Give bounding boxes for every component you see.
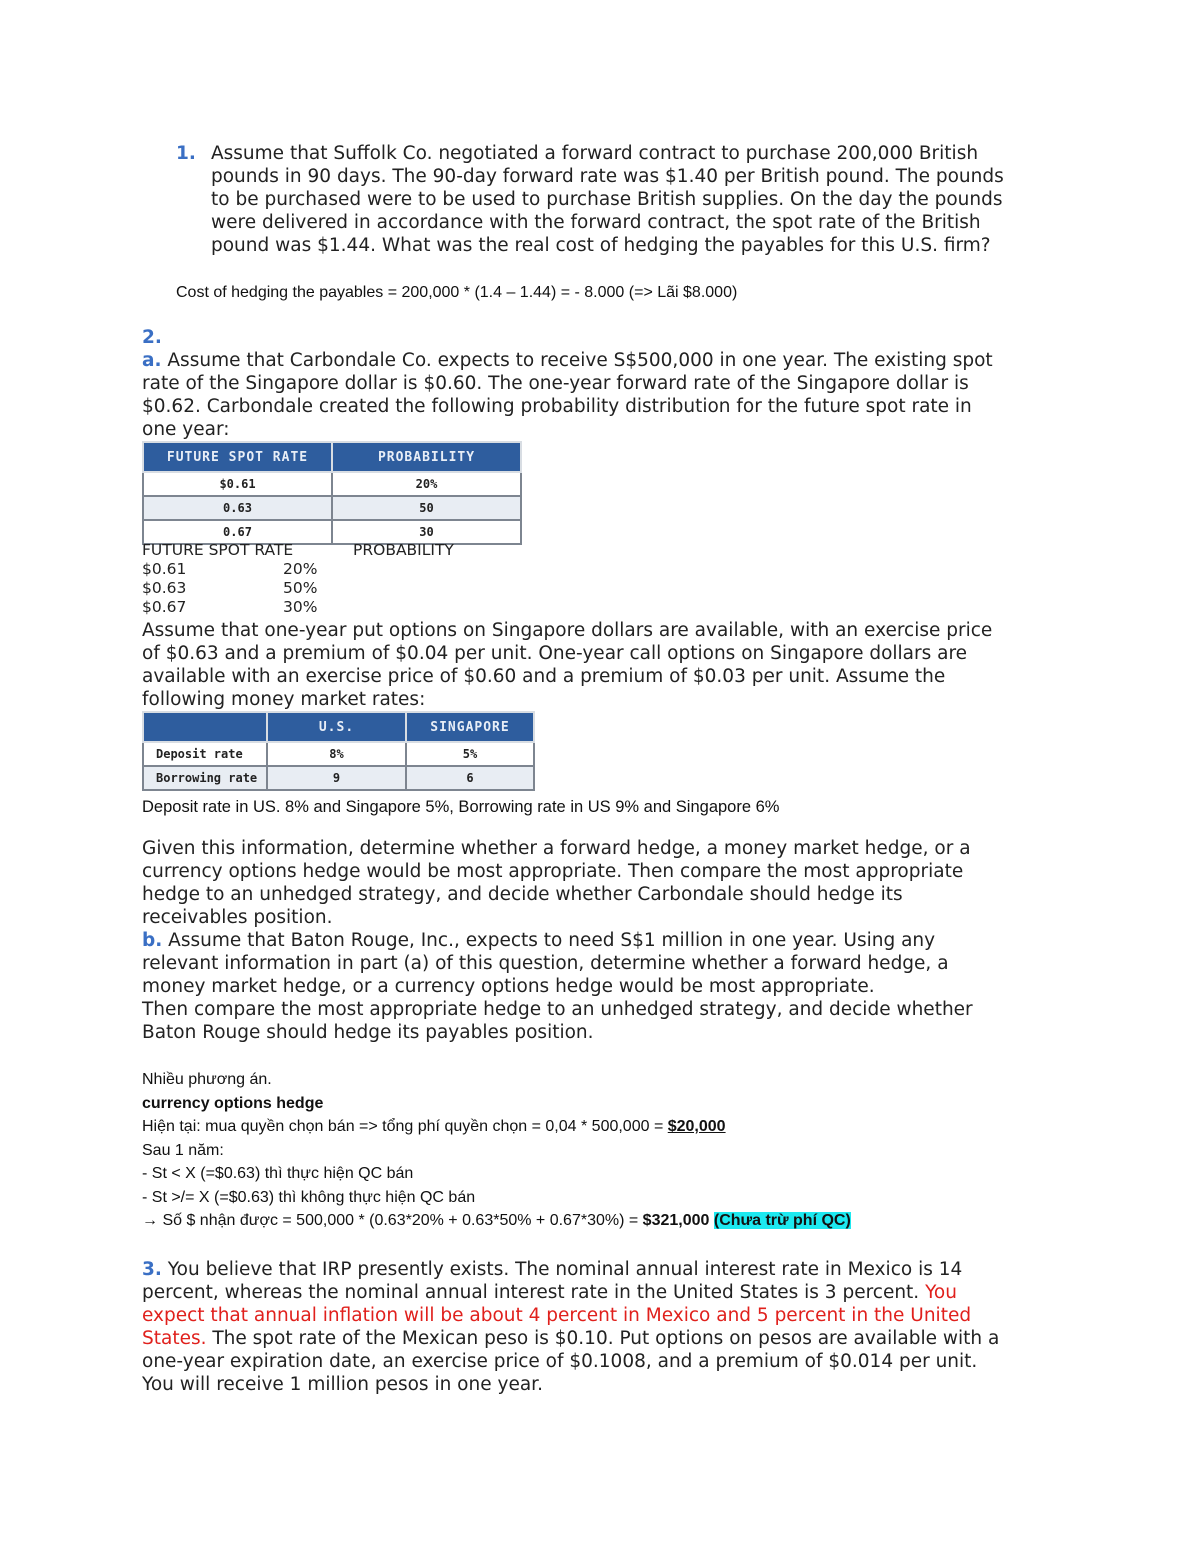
table-cell: 6 <box>406 766 534 790</box>
spot-rate-table <box>142 441 522 545</box>
q1-text <box>211 142 1171 257</box>
q2b-line: b. Assume that Baton Rouge, Inc., expects to need S$1 million in one year. Using any <box>142 930 936 951</box>
table-row <box>143 742 534 766</box>
notes-case1: - St < X (=$0.63) thì thực hiện QC bán <box>142 1165 414 1182</box>
q2-given-text <box>142 837 1182 1044</box>
q2a-text <box>142 349 1182 441</box>
q2-notes <box>142 1068 1142 1233</box>
q1-line: were delivered in accordance with the forward contract, the spot rate of the British <box>211 212 981 233</box>
q2a-line: rate of the Singapore dollar is $0.60. The one-year forward rate of the Singapore dollar is <box>142 373 969 394</box>
q3-line: one-year expiration date, an exercise price of $0.1008, and a premium of $0.014 per unit. <box>142 1351 978 1372</box>
notes-after: Sau 1 năm: <box>142 1141 224 1159</box>
q2-number: 2. <box>142 327 162 348</box>
text-table-row: $0.67 30% <box>142 598 318 616</box>
mm-table-header <box>143 712 267 742</box>
notes-case2: - St >/= X (=$0.63) thì không thực hiện QC bán <box>142 1188 476 1206</box>
q3-line: You will receive 1 million pesos in one year. <box>142 1374 543 1395</box>
q3-line: percent, whereas the nominal annual interest rate in the United States is 3 percent. You <box>142 1282 957 1303</box>
mm-table-header: SINGAPORE <box>406 712 534 742</box>
q2b-line: Baton Rouge should hedge its payables position. <box>142 1022 594 1043</box>
table-row <box>143 472 521 496</box>
table-cell: 5% <box>406 742 534 766</box>
notes-intro: Nhiều phương án. <box>142 1071 272 1088</box>
table-cell: 20% <box>332 472 521 496</box>
given-line: currency options hedge would be most appropriate. Then compare the most appropriate <box>142 861 964 882</box>
q2a-line: a. Assume that Carbondale Co. expects to receive S$500,000 in one year. The existing spot <box>142 350 993 371</box>
notes-now-amount: $20,000 <box>667 1118 726 1135</box>
table-cell: $0.61 <box>143 472 332 496</box>
text-table-row: $0.63 50% <box>142 579 318 597</box>
q3-line: 3. You believe that IRP presently exists. The nominal annual interest rate in Mexico is 14 <box>142 1259 963 1280</box>
spot-table-header: FUTURE SPOT RATE <box>143 442 332 472</box>
q2b-line: money market hedge, or a currency options hedge would be most appropriate. <box>142 976 875 997</box>
table-cell: Borrowing rate <box>143 766 267 790</box>
q2a-label: a. <box>142 350 162 371</box>
q3-line: States. The spot rate of the Mexican peso is $0.10. Put options on pesos are available with a <box>142 1328 1000 1349</box>
q2a-line: one year: <box>142 419 230 440</box>
text-table-header: FUTURE SPOT RATE <box>142 541 294 559</box>
q3-number: 3. <box>142 1259 162 1280</box>
table-cell: 0.67 <box>143 520 332 544</box>
given-line: Given this information, determine whether a forward hedge, a money market hedge, or a <box>142 838 971 859</box>
text-table-header: PROBABILITY <box>353 541 454 559</box>
mm-table-header: U.S. <box>267 712 406 742</box>
spot-text-table <box>142 541 542 617</box>
table-cell: 30 <box>332 520 521 544</box>
mm-summary: Deposit rate in US. 8% and Singapore 5%, Borrowing rate in US 9% and Singapore 6% <box>142 798 780 816</box>
notes-result: → Số $ nhận được = 500,000 * (0.63*20% + 0.63*50% + 0.67*30%) = $321,000 (Chưa trừ phí QC) <box>142 1212 851 1229</box>
q1-line: Assume that Suffolk Co. negotiated a forward contract to purchase 200,000 British <box>211 143 979 164</box>
q2b-line: relevant information in part (a) of this question, determine whether a forward hedge, a <box>142 953 949 974</box>
options-line: Assume that one-year put options on Singapore dollars are available, with an exercise price <box>142 620 993 641</box>
options-line: of $0.63 and a premium of $0.04 per unit. One-year call options on Singapore dollars are <box>142 643 968 664</box>
arrow-icon: → <box>142 1212 158 1229</box>
q1-line: pounds in 90 days. The 90-day forward rate was $1.40 per British pound. The pounds <box>211 166 1004 187</box>
spot-table-header: PROBABILITY <box>332 442 521 472</box>
table-cell: Deposit rate <box>143 742 267 766</box>
q3-text <box>142 1258 1182 1396</box>
q2b-line: Then compare the most appropriate hedge to an unhedged strategy, and decide whether <box>142 999 973 1020</box>
given-line: hedge to an unhedged strategy, and decide whether Carbondale should hedge its <box>142 884 903 905</box>
q2b-label: b. <box>142 930 163 951</box>
given-line: receivables position. <box>142 907 333 928</box>
q1-answer: Cost of hedging the payables = 200,000 * (1.4 – 1.44) = - 8.000 (=> Lãi $8.000) <box>176 284 738 301</box>
table-row <box>143 766 534 790</box>
q3-line: expect that annual inflation will be about 4 percent in Mexico and 5 percent in the United <box>142 1305 972 1326</box>
q2a-line: $0.62. Carbondale created the following probability distribution for the future spot rate in <box>142 396 972 417</box>
notes-result-amount: $321,000 <box>642 1212 710 1229</box>
money-market-table <box>142 711 535 791</box>
table-cell: 9 <box>267 766 406 790</box>
notes-now: Hiện tại: mua quyền chọn bán => tổng phí quyền chọn = 0,04 * 500,000 = $20,000 <box>142 1118 726 1135</box>
q1-line: pound was $1.44. What was the real cost of hedging the payables for this U.S. firm? <box>211 235 991 256</box>
q1-number: 1. <box>176 143 196 164</box>
q2-options-text <box>142 619 1182 711</box>
text-table-row: $0.61 20% <box>142 560 318 578</box>
options-line: following money market rates: <box>142 689 426 710</box>
table-row <box>143 496 521 520</box>
table-cell: 0.63 <box>143 496 332 520</box>
q1-line: to be purchased were to be used to purchase British supplies. On the day the pounds <box>211 189 1003 210</box>
options-line: available with an exercise price of $0.60 and a premium of $0.03 per unit. Assume the <box>142 666 946 687</box>
table-cell: 8% <box>267 742 406 766</box>
notes-heading: currency options hedge <box>142 1094 324 1112</box>
notes-result-note: (Chưa trừ phí QC) <box>713 1212 851 1229</box>
table-cell: 50 <box>332 496 521 520</box>
